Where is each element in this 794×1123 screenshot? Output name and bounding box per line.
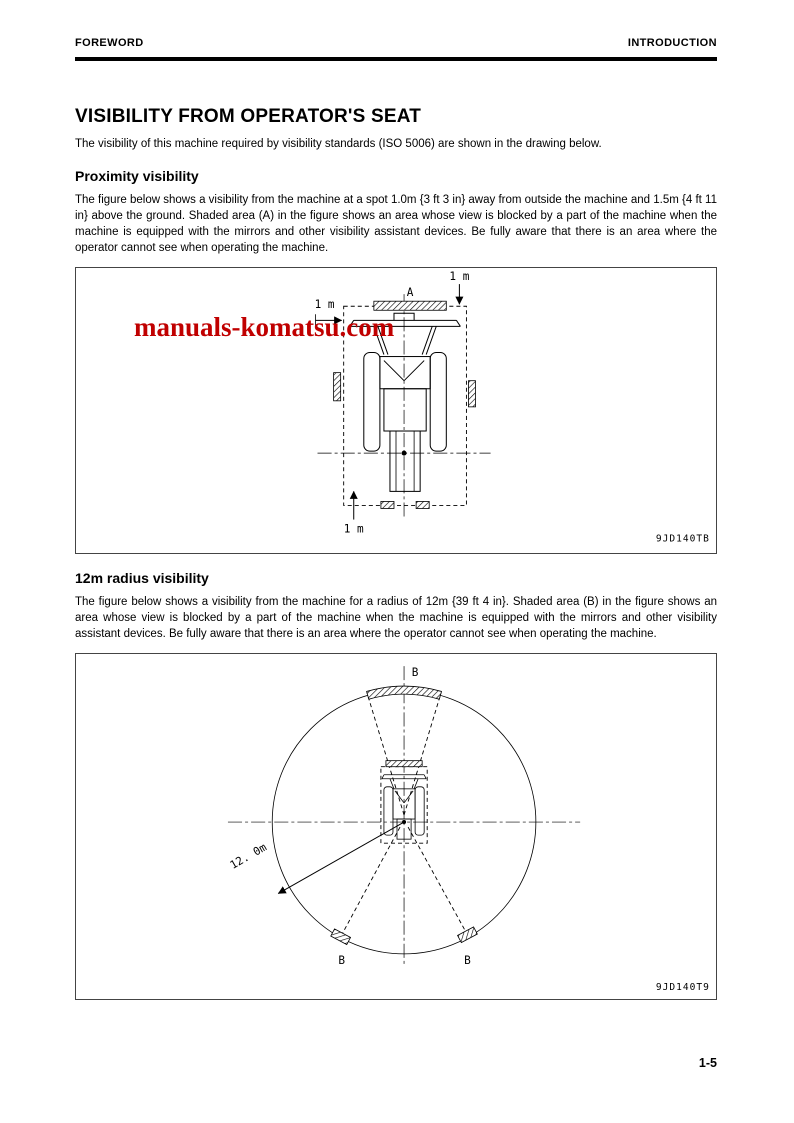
section-heading-12m-radius: 12m radius visibility <box>75 569 209 586</box>
proximity-figure <box>75 267 717 554</box>
dim-left-label: 1 m <box>314 298 335 312</box>
section-body-12m-radius: The figure below shows a visibility from the machine for a radius of 12m {39 ft 4 in}. Shaded area (B) in the figure shows an area whose view is blocked by a part of the machine when the machine is equipped with the mirrors and other visibility assistant devices. Be fully aware that there is an area where the operator cannot see when operating the machine. <box>75 595 717 640</box>
radius-figure-id: 9JD140T9 <box>655 981 710 993</box>
page-header <box>75 37 717 49</box>
section-heading-proximity: Proximity visibility <box>75 168 199 184</box>
dim-bottom-label: 1 m <box>343 522 364 536</box>
proximity-figure-id: 9JD140TB <box>655 533 710 545</box>
page-content <box>75 0 717 1000</box>
radius-figure <box>75 653 717 1000</box>
shaded-area-b-bottom-right-label: B <box>464 953 471 967</box>
page-title: VISIBILITY FROM OPERATOR'S SEAT <box>75 106 422 127</box>
radius-visibility-drawing <box>76 654 716 999</box>
header-left-label: FOREWORD <box>75 37 144 49</box>
shaded-area-a-label: A <box>406 286 414 300</box>
header-rule <box>75 57 717 61</box>
intro-paragraph: The visibility of this machine required by visibility standards (ISO 5006) are shown in the drawing below. <box>75 138 602 150</box>
proximity-visibility-drawing <box>76 268 716 553</box>
shaded-area-b-bottom-left-label: B <box>338 953 345 967</box>
header-right-label: INTRODUCTION <box>627 37 717 49</box>
radius-dimension-label: 12. 0m <box>227 840 269 872</box>
section-body-proximity: The figure below shows a visibility from the machine at a spot 1.0m {3 ft 3 in} away from outside the machine and 1.5m {4 ft 11 in} above the ground. Shaded area (A) in the figure shows an area whose view is blocked by a part of the machine when the machine is equipped with the mirrors and other visibility assistant devices. Be fully aware that there is an area where the operator cannot see when operating the machine. <box>75 194 717 254</box>
shaded-area-b-top-label: B <box>411 665 419 679</box>
page-number: 1-5 <box>698 1056 717 1070</box>
watermark-text: manuals-komatsu.com <box>134 312 395 342</box>
dim-top-right-label: 1 m <box>449 270 470 284</box>
